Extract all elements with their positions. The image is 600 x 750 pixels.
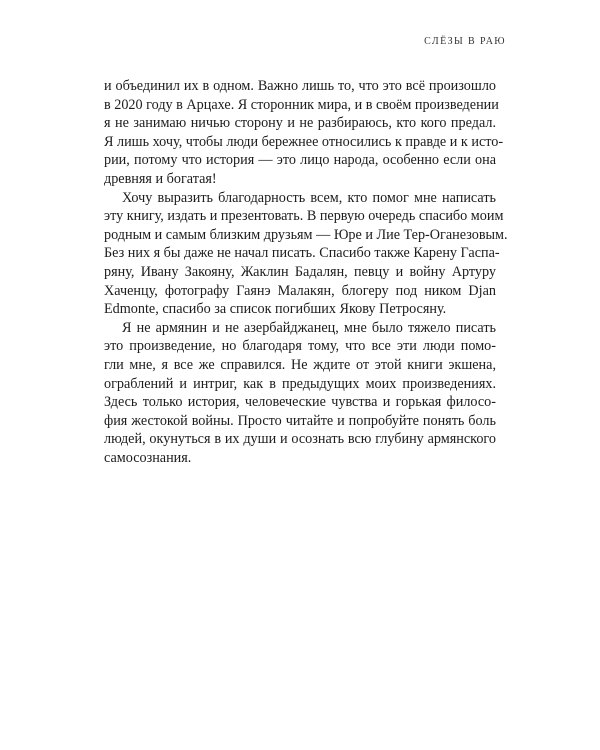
text-line: Я не армянин и не азербайджанец, мне было тяжело писать [122,319,496,336]
body-text [104,77,508,467]
text-line: рии, потому что история — это лицо народа, особенно если она [104,152,496,169]
paragraph [104,319,496,468]
text-line: самосознания. [104,449,192,466]
text-line: в 2020 году в Арцахе. Я сторонник мира, и в своём произведении [104,96,499,113]
text-line: эту книгу, издать и презентовать. В первую очередь спасибо моим [104,208,504,225]
paragraph [104,189,508,319]
text-line: Без них я бы даже не начал писать. Спасибо также Карену Гаспа- [104,245,500,262]
text-line: это произведение, но благодаря тому, что все эти люди помо- [104,338,496,355]
text-line: древняя и богатая! [104,170,217,187]
text-line: гли мне, я все же справился. Не ждите от этой книги экшена, [104,356,496,373]
text-line: я не занимаю ничью сторону и не разбираюсь, кто кого предал. [104,115,496,132]
running-head: СЛЁЗЫ В РАЮ [424,36,506,47]
text-line: ряну, Ивану Закояну, Жаклин Бадалян, певцу и войну Артуру [104,263,496,280]
text-line: Я лишь хочу, чтобы люди бережнее относились к правде и к исто- [104,133,504,150]
text-line: людей, окунуться в их души и осознать всю глубину армянского [104,431,496,448]
text-line: ограблений и интриг, как в предыдущих моих произведениях. [104,375,496,392]
text-line: Edmonte, спасибо за список погибших Якову Петросяну. [104,301,447,318]
text-line: Здесь только история, человеческие чувства и горькая филосо- [104,394,496,411]
text-line: родным и самым близким друзьям — Юре и Лие Тер-Оганезовым. [104,226,508,243]
text-line: Хаченцу, фотографу Гаянэ Малакян, блогеру под ником Djan [104,282,496,299]
paragraph [104,77,504,189]
text-line: и объединил их в одном. Важно лишь то, что это всё произошло [104,78,496,94]
text-line: Хочу выразить благодарность всем, кто помог мне написать [122,189,496,206]
text-line: фия жестокой войны. Просто читайте и попробуйте понять боль [104,412,496,429]
